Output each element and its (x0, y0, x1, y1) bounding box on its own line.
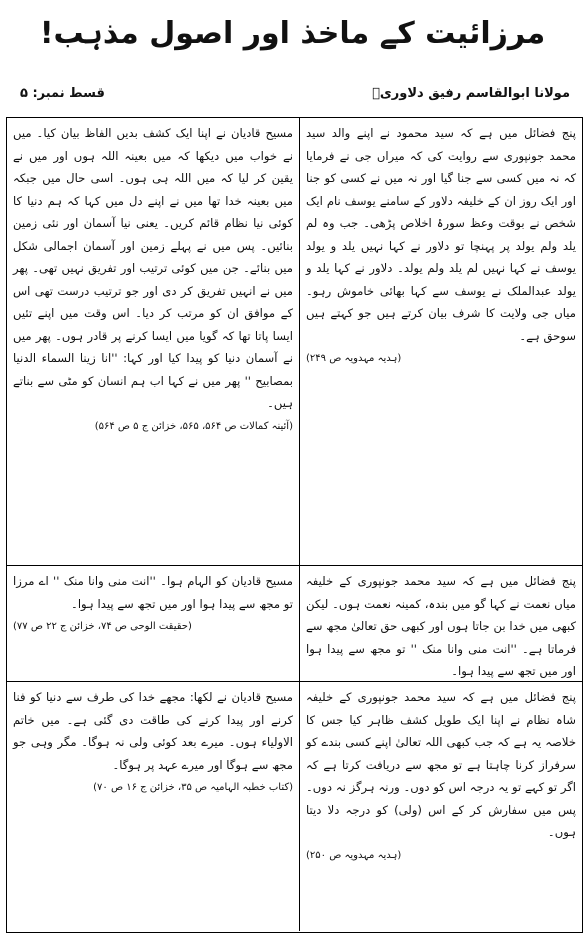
mahdavi-quote: پنج فضائل میں ہے کہ سید محمد جونپوری کے خلیفہ شاہ نظام نے اپنا ایک طویل کشف ظاہر کیا جس کا خلاصہ یہ ہے کہ جب کبھی اللہ تعالیٰ اپنے کسی بندے کو سرفراز کرنا چاہتا ہے تو مجھ سے دریافت کرتا ہے کہ اگر تو کہے تو یہ درجہ اس کو دوں۔ ورنہ ہرگز نہ دوں۔ پس میں سفارش کر کے اس (ولی) کو درجہ دلا دیتا ہوں۔ (306, 690, 576, 839)
citation: (حقیقت الوحی ص ۷۴، خزائن ج ۲۲ ص ۷۷) (13, 621, 192, 632)
citation: (ہدیہ مہدویہ ص ۲۵۰) (306, 849, 402, 861)
mahdavi-source-cell (300, 682, 582, 931)
mahdavi-source-cell (300, 118, 582, 565)
author-name: مولانا ابوالقاسم رفیق دلاوریؒ (372, 86, 570, 101)
table-row (7, 566, 582, 682)
mahdavi-quote: پنج فضائل میں ہے کہ سید محمود نے اپنے والد سید محمد جونپوری سے روایت کی کہ میراں جی نے فرمایا کہ نہ میں کسی سے جنا گیا اور نہ میں نے کسی کو جنا اور ایک روز ان کے خلیفہ دلاور کے سامنے یوسف نام ایک شخص نے بوقت وعظ سورۂ اخلاص پڑھی۔ جب وہ لم یلد ولم یولد پر پہنچا تو دلاور نے کہا نہیں یلد و یولد یوسف نے کہا نہیں لم یلد ولم یولد۔ دلاور نے کہا یلد و یولد عبدالملک نے یوسف سے کہا بھائی خاموش رہو۔ میاں جی ولایت کا شرف بیان کرتے ہیں جو کہتے ہیں سوحق ہے۔ (306, 126, 576, 343)
qadiani-quote: مسیح قادیان نے اپنا ایک کشف بدیں الفاظ بیان کیا۔ میں نے خواب میں دیکھا کہ میں بعینہ اللہ ہوں اور میں نے یقین کر لیا کہ میں اللہ ہی ہوں۔ اسی حال میں جبکہ میں بعینہ خدا تھا میں نے اپنے دل میں کہا کہ ہم دنیا کا کوئی نیا نظام قائم کریں۔ یعنی نیا آسمان اور نئی زمین بنائیں۔ پس میں نے پہلے زمین اور آسمان اجمالی شکل میں بنائے۔ جن میں کوئی ترتیب اور تفریق نہیں تھی۔ پھر میں نے انہیں تفریق کر دی اور جو ترتیب درست تھی اس کے موافق ان کو مرتب کر دیا۔ اس وقت میں اپنے تئیں ایسا پاتا تھا کہ گویا میں ایسا کرنے پر قادر ہوں۔ پھر میں نے آسمان دنیا کو پیدا کیا اور کہا: ''انا زینا السماء الدنیا بمصابیح '' پھر میں نے کہا اب ہم انسان کو مٹی سے بناتے ہیں۔ (13, 126, 293, 410)
table-row (7, 118, 582, 566)
qadiani-source-cell (7, 682, 300, 931)
qadiani-quote: مسیح قادیان نے لکھا: مجھے خدا کی طرف سے دنیا کو فنا کرنے اور پیدا کرنے کی طاقت دی گئی ہے۔ میں خاتم الاولیاء ہوں۔ میرے بعد کوئی ولی نہ ہوگا۔ مگر وہی جو مجھ سے ہوگا اور میرے عہد پر ہوگا۔ (13, 690, 293, 772)
installment-number: قسط نمبر: ۵ (20, 86, 105, 101)
qadiani-source-cell (7, 566, 300, 681)
page-title: مرزائیت کے ماخذ اور اصول مذہب! (39, 16, 546, 51)
comparison-table (6, 117, 583, 933)
citation: (کتاب خطبہ الہامیہ ص ۳۵، خزائن ج ۱۶ ص ۷۰) (93, 782, 293, 793)
table-row (7, 682, 582, 931)
mahdavi-source-cell (300, 566, 582, 681)
qadiani-source-cell (7, 118, 300, 565)
qadiani-quote: مسیح قادیان کو الہام ہوا۔ ''انت منی وانا منک '' اے مرزا تو مجھ سے پیدا ہوا اور میں تجھ سے پیدا ہوا۔ (13, 574, 293, 611)
citation: (ہدیہ مہدویہ ص ۲۴۹) (306, 353, 402, 364)
byline (20, 86, 570, 108)
citation: (آئینہ کمالات ص ۵۶۴، ۵۶۵، خزائن ج ۵ ص ۵۶۴) (94, 420, 293, 432)
mahdavi-quote: پنج فضائل میں ہے کہ سید محمد جونپوری کے خلیفہ میاں نعمت نے کہا گو میں بندہ، کمینہ نعمت ہوں۔ لیکن کبھی میں خدا بن جاتا ہوں اور کبھی حق تعالیٰ مجھ سے فرماتا ہے۔ ''انت منی وانا منک '' تو مجھ سے پیدا ہوا اور میں تجھ سے پیدا ہوا۔ (306, 574, 576, 678)
